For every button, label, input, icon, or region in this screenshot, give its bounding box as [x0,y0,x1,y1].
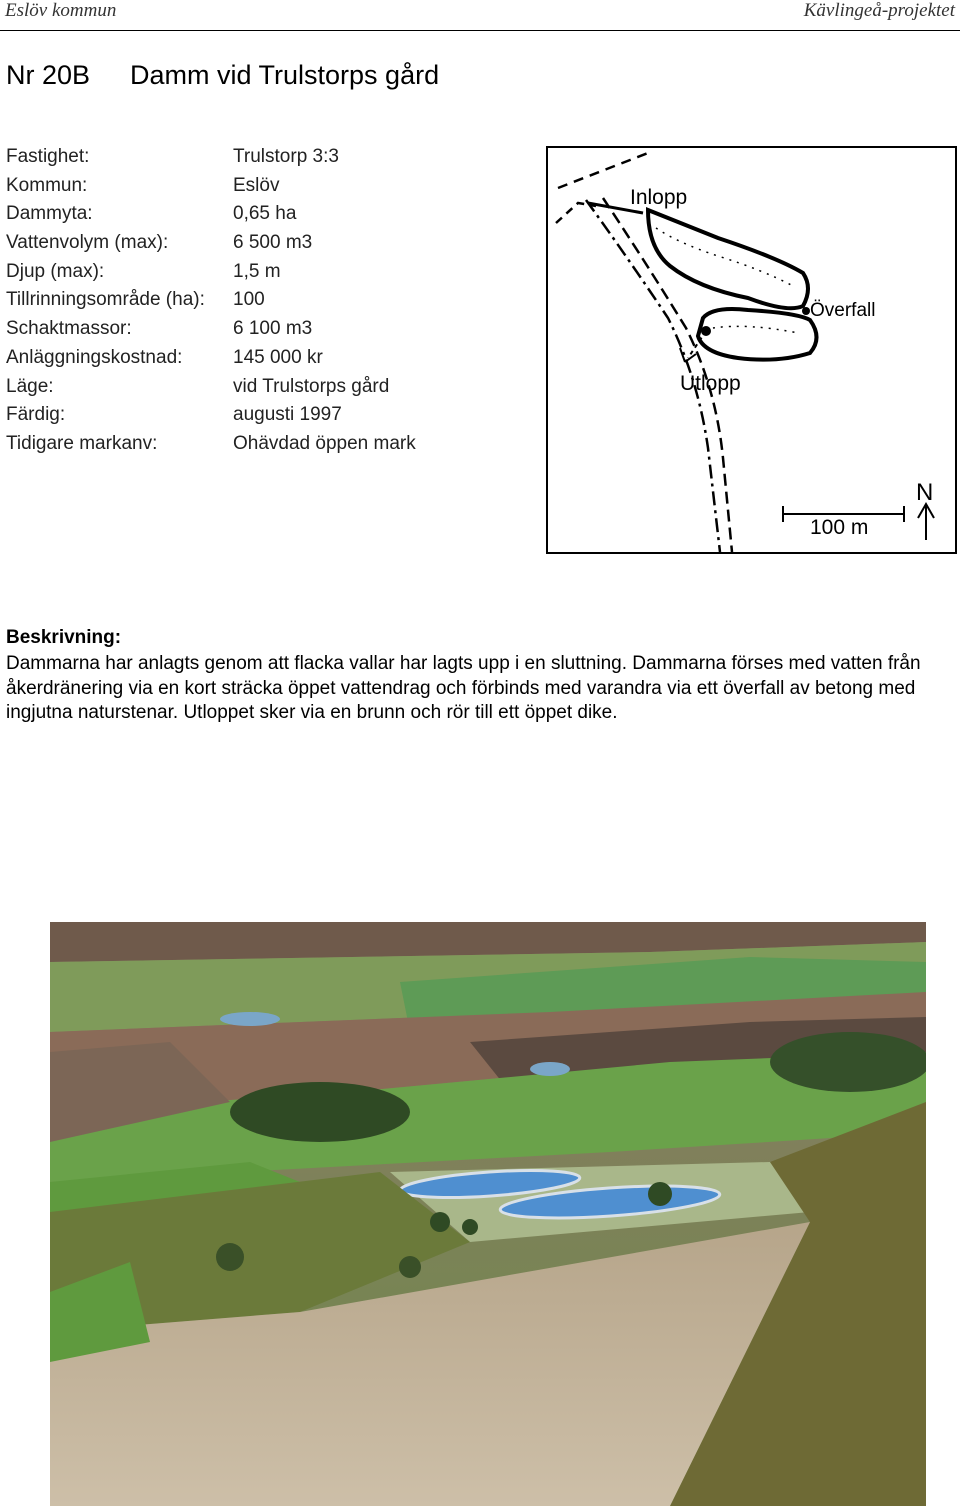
fact-value: 100 [233,289,265,311]
upper-pond [648,210,808,308]
lower-pond [698,309,817,360]
header-project: Kävlingeå-projektet [803,0,955,21]
header-municipality: Eslöv kommun [5,0,117,21]
fact-value: Trulstorp 3:3 [233,146,339,167]
title-number: Nr 20B [6,60,91,90]
fact-label: Fastighet: [6,146,90,167]
fact-label: Vattenvolym (max): [6,232,169,254]
fact-row [6,373,526,402]
boundary-line [558,153,648,188]
fact-row [6,229,526,258]
scale-label: 100 m [810,516,869,539]
fact-value: 6 100 m3 [233,318,313,340]
title-name: Damm vid Trulstorps gård [130,60,440,90]
outlet-label: Utlopp [680,372,741,395]
north-arrow-icon [918,504,934,540]
map-drawing [548,148,955,552]
fact-label: Djup (max): [6,260,105,282]
fact-label: Tidigare markanv: [6,432,158,454]
fact-label: Läge: [6,375,54,397]
overflow-point [802,307,810,315]
pond-sketch-map [546,146,957,554]
aerial-photo-drawing [50,922,926,1506]
facts-table [6,143,526,459]
fact-value: augusti 1997 [233,404,342,426]
description-text: Dammarna har anlagts genom att flacka vallar har lagts upp i en sluttning. Dammarna förses med vatten från åkerdränering via en kort sträcka öppet vattendrag och förbinds med varandra via ett överfall av betong med ingjutna naturstenar. Utloppet sker via en brunn och rör till ett öppet dike. [6,653,921,723]
fact-label: Tillrinningsområde (ha): [6,289,205,311]
fact-row [6,430,526,459]
fact-row [6,344,526,373]
fact-row [6,172,526,201]
fact-value: 0,65 ha [233,203,297,225]
fact-row [6,258,526,287]
fact-value: 6 500 m3 [233,232,313,254]
north-label: N [916,479,934,506]
description-heading: Beskrivning: [6,627,122,648]
fact-row [6,200,526,229]
fact-value: Eslöv [233,174,280,196]
fact-value: 1,5 m [233,260,281,282]
inlet-label: Inlopp [630,186,688,209]
fact-value: Ohävdad öppen mark [233,432,416,454]
fact-row [6,315,526,344]
fact-label: Schaktmassor: [6,318,132,340]
fact-row [6,143,526,172]
fact-label: Färdig: [6,404,66,426]
fact-row [6,401,526,430]
fact-label: Anläggningskostnad: [6,346,183,368]
fact-value: 145 000 kr [233,346,323,368]
overflow-label: Överfall [810,300,876,321]
fact-label: Kommun: [6,174,88,196]
fact-row [6,286,526,315]
aerial-photo [50,922,926,1506]
outlet-arrow [680,348,696,362]
header-rule [0,30,960,31]
fact-value: vid Trulstorps gård [233,375,390,397]
fact-label: Dammyta: [6,203,93,225]
